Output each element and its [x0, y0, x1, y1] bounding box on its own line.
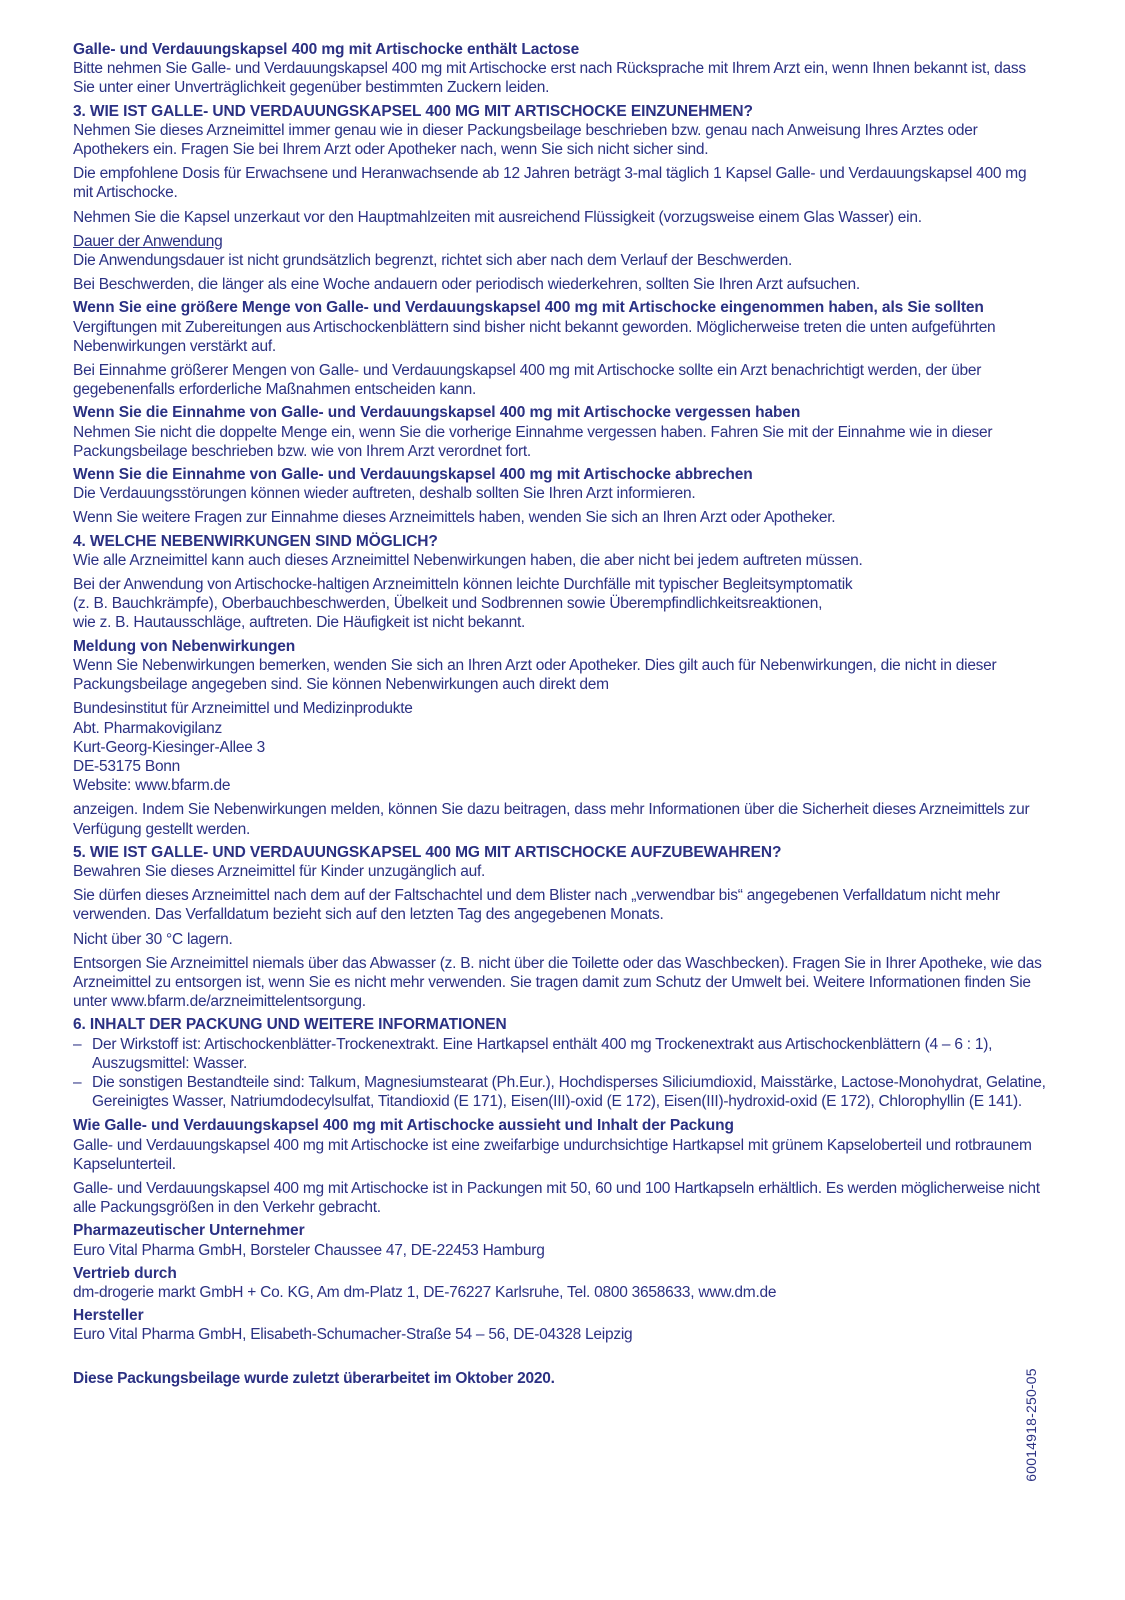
section-4-paragraph-2 — [73, 575, 1048, 633]
maker-heading: Hersteller — [73, 1307, 144, 1325]
section-3-paragraph-3: Nehmen Sie die Kapsel unzerkaut vor den Hauptmahlzeiten mit ausreichend Flüssigkeit (vorzugsweise einem Glas Wasser) ein. — [73, 208, 922, 226]
document-code-text: 60014918-250-05 — [1023, 1368, 1039, 1482]
forgot-section — [73, 403, 1048, 461]
distribution-heading: Vertrieb durch — [73, 1264, 177, 1282]
section-3-paragraph-1: Nehmen Sie dieses Arzneimittel immer genau wie in dieser Packungsbeilage beschrieben bzw. genau nach Anweisung Ihres Arztes oder Apothekers ein. Fragen Sie bei Ihrem Arzt oder Apotheker nach, wenn Sie sich nicht sicher sind. — [73, 121, 978, 159]
reporting-heading: Meldung von Nebenwirkungen — [73, 637, 296, 655]
duration-heading: Dauer der Anwendung — [73, 232, 223, 250]
stop-heading: Wenn Sie die Einnahme von Galle- und Verdauungskapsel 400 mg mit Artischocke abbrechen — [73, 466, 753, 484]
leaflet-page — [73, 40, 1048, 1388]
list-item-text: Die sonstigen Bestandteile sind: Talkum, Magnesiumstearat (Ph.Eur.), Hochdisperses Siliciumdioxid, Maisstärke, Lactose-Monohydrat, Gelatine, Gereinigtes Wasser, Natriumdodecylsulfat, Titandioxid (E 171), Eisen(III)-oxid (E 172), Eisen(III)-hydroxid-oxid (E 172), Chlorophyllin (E 141). — [92, 1073, 1046, 1111]
address-line: Kurt-Georg-Kiesinger-Allee 3 — [73, 738, 266, 756]
stop-paragraph-2: Wenn Sie weitere Fragen zur Einnahme dieses Arzneimittels haben, wenden Sie sich an Ihren Arzt oder Apotheker. — [73, 509, 836, 527]
section-3 — [73, 102, 1048, 295]
dash-bullet: – — [73, 1073, 82, 1091]
list-item — [73, 1035, 1048, 1073]
section-5 — [73, 843, 1048, 1012]
section-4 — [73, 532, 1048, 633]
address-line: Bundesinstitut für Arzneimittel und Medizinprodukte — [73, 700, 413, 718]
section-6-heading: 6. INHALT DER PACKUNG UND WEITERE INFORMATIONEN — [73, 1016, 507, 1034]
duration-paragraph-2: Bei Beschwerden, die länger als eine Woche andauern oder periodisch wiederkehren, sollten Sie Ihren Arzt aufsuchen. — [73, 276, 860, 294]
section-3-heading: 3. WIE IST GALLE- UND VERDAUUNGSKAPSEL 400 MG MIT ARTISCHOCKE EINZUNEHMEN? — [73, 102, 753, 120]
lactose-text: Bitte nehmen Sie Galle- und Verdauungskapsel 400 mg mit Artischocke erst nach Rücksprache mit Ihrem Arzt ein, wenn Ihnen bekannt ist, dass Sie unter einer Unverträglichkeit gegenüber bestimmten Zuckern leiden. — [73, 60, 1026, 97]
section-5-paragraph-3: Nicht über 30 °C lagern. — [73, 930, 233, 948]
list-item — [73, 1073, 1048, 1111]
dash-bullet: – — [73, 1035, 82, 1053]
section-4-paragraph-2-line-3: wie z. B. Hautausschläge, auftreten. Die Häufigkeit ist nicht bekannt. — [73, 614, 526, 632]
overdose-section — [73, 298, 1048, 399]
holder-heading: Pharmazeutischer Unternehmer — [73, 1222, 305, 1240]
appearance-heading: Wie Galle- und Verdauungskapsel 400 mg mit Artischocke aussieht und Inhalt der Packung — [73, 1117, 734, 1135]
distribution-text: dm-drogerie markt GmbH + Co. KG, Am dm-Platz 1, DE-76227 Karlsruhe, Tel. 0800 3658633, www.dm.de — [73, 1283, 777, 1301]
address-website: Website: www.bfarm.de — [73, 777, 231, 795]
list-item-text: Der Wirkstoff ist: Artischockenblätter-Trockenextrakt. Eine Hartkapsel enthält 400 mg Trockenextrakt aus Artischockenblättern (4 – 6 : 1), Auszugsmittel: Wasser. — [92, 1035, 993, 1072]
reporting-paragraph-1: Wenn Sie Nebenwirkungen bemerken, wenden Sie sich an Ihren Arzt oder Apotheker. Dies gilt auch für Nebenwirkungen, die nicht in dieser Packungsbeilage angegeben sind. Sie können Nebenwirkungen auch direkt dem — [73, 656, 997, 694]
forgot-heading: Wenn Sie die Einnahme von Galle- und Verdauungskapsel 400 mg mit Artischocke vergessen haben — [73, 404, 801, 422]
distribution-section — [73, 1264, 1048, 1302]
bfarm-address — [73, 699, 1048, 795]
duration-paragraph-1: Die Anwendungsdauer ist nicht grundsätzlich begrenzt, richtet sich aber nach dem Verlauf der Beschwerden. — [73, 252, 793, 270]
section-4-paragraph-1: Wie alle Arzneimittel kann auch dieses Arzneimittel Nebenwirkungen haben, die aber nicht bei jedem auftreten müssen. — [73, 551, 863, 569]
section-4-heading: 4. WELCHE NEBENWIRKUNGEN SIND MÖGLICH? — [73, 532, 438, 550]
overdose-paragraph-1: Vergiftungen mit Zubereitungen aus Artischockenblättern sind bisher nicht bekannt geworden. Möglicherweise treten die unten aufgeführten Nebenwirkungen verstärkt auf. — [73, 318, 996, 355]
forgot-paragraph-1: Nehmen Sie nicht die doppelte Menge ein, wenn Sie die vorherige Einnahme vergessen haben. Fahren Sie mit der Einnahme wie in dieser Packungsbeilage beschrieben bzw. wie von Ihrem Arzt verordnet fort. — [73, 423, 993, 460]
holder-section — [73, 1221, 1048, 1259]
reporting-paragraph-2: anzeigen. Indem Sie Nebenwirkungen melden, können Sie dazu beitragen, dass mehr Informationen über die Sicherheit dieses Arzneimittels zur Verfügung gestellt werden. — [73, 801, 1030, 838]
holder-text: Euro Vital Pharma GmbH, Borsteler Chaussee 47, DE-22453 Hamburg — [73, 1241, 545, 1259]
overdose-heading: Wenn Sie eine größere Menge von Galle- und Verdauungskapsel 400 mg mit Artischocke eingenommen haben, als Sie sollten — [73, 299, 984, 317]
appearance-paragraph-2: Galle- und Verdauungskapsel 400 mg mit Artischocke ist in Packungen mit 50, 60 und 100 Hartkapseln erhältlich. Es werden möglicherweise nicht alle Packungsgrößen in den Verkehr gebracht. — [73, 1179, 1040, 1217]
section-5-paragraph-2: Sie dürfen dieses Arzneimittel nach dem auf der Faltschachtel und dem Blister nach „verwendbar bis“ angegebenen Verfalldatum nicht mehr verwenden. Das Verfalldatum bezieht sich auf den letzten Tag des angegebenen Monats. — [73, 887, 1000, 924]
maker-text: Euro Vital Pharma GmbH, Elisabeth-Schumacher-Straße 54 – 56, DE-04328 Leipzig — [73, 1326, 633, 1344]
section-5-paragraph-4: Entsorgen Sie Arzneimittel niemals über das Abwasser (z. B. nicht über die Toilette oder das Waschbecken). Fragen Sie in Ihrer Apotheke, wie das Arzneimittel zu entsorgen ist, wenn Sie es nicht mehr verwenden. Sie tragen damit zum Schutz der Umwelt bei. Weitere Informationen finden Sie unter www.bfarm.de/arzneimittelentsorgung. — [73, 954, 1042, 1011]
maker-section — [73, 1306, 1048, 1344]
section-3-paragraph-2: Die empfohlene Dosis für Erwachsene und Heranwachsende ab 12 Jahren beträgt 3-mal täglich 1 Kapsel Galle- und Verdauungskapsel 400 mg mit Artischocke. — [73, 165, 1027, 202]
address-line: Abt. Pharmakovigilanz — [73, 719, 222, 737]
lactose-heading: Galle- und Verdauungskapsel 400 mg mit Artischocke enthält Lactose — [73, 41, 580, 58]
section-6 — [73, 1015, 1048, 1217]
lactose-section — [73, 40, 1048, 98]
appearance-paragraph-1: Galle- und Verdauungskapsel 400 mg mit Artischocke ist eine zweifarbige undurchsichtige Hartkapsel mit grünem Kapseloberteil und rotbraunem Kapselunterteil. — [73, 1136, 1032, 1173]
section-5-paragraph-1: Bewahren Sie dieses Arzneimittel für Kinder unzugänglich auf. — [73, 862, 486, 880]
section-4-paragraph-2-line-2: (z. B. Bauchkrämpfe), Oberbauchbeschwerden, Übelkeit und Sodbrennen sowie Überempfindlichkeitsreaktionen, — [73, 595, 823, 613]
revision-date: Diese Packungsbeilage wurde zuletzt überarbeitet im Oktober 2020. — [73, 1369, 555, 1387]
section-4-paragraph-2-line-1: Bei der Anwendung von Artischocke-haltigen Arzneimitteln können leichte Durchfälle mit typischer Begleitsymptomatik — [73, 576, 853, 594]
section-5-heading: 5. WIE IST GALLE- UND VERDAUUNGSKAPSEL 400 MG MIT ARTISCHOCKE AUFZUBEWAHREN? — [73, 843, 782, 861]
reporting-section — [73, 637, 1048, 839]
stop-section — [73, 465, 1048, 528]
document-code — [1014, 1360, 1048, 1490]
overdose-paragraph-2: Bei Einnahme größerer Mengen von Galle- und Verdauungskapsel 400 mg mit Artischocke sollte ein Arzt benachrichtigt werden, der über gegebenenfalls erforderliche Maßnahmen entscheiden kann. — [73, 362, 982, 399]
address-line: DE-53175 Bonn — [73, 757, 181, 775]
stop-paragraph-1: Die Verdauungsstörungen können wieder auftreten, deshalb sollten Sie Ihren Arzt informieren. — [73, 485, 696, 503]
